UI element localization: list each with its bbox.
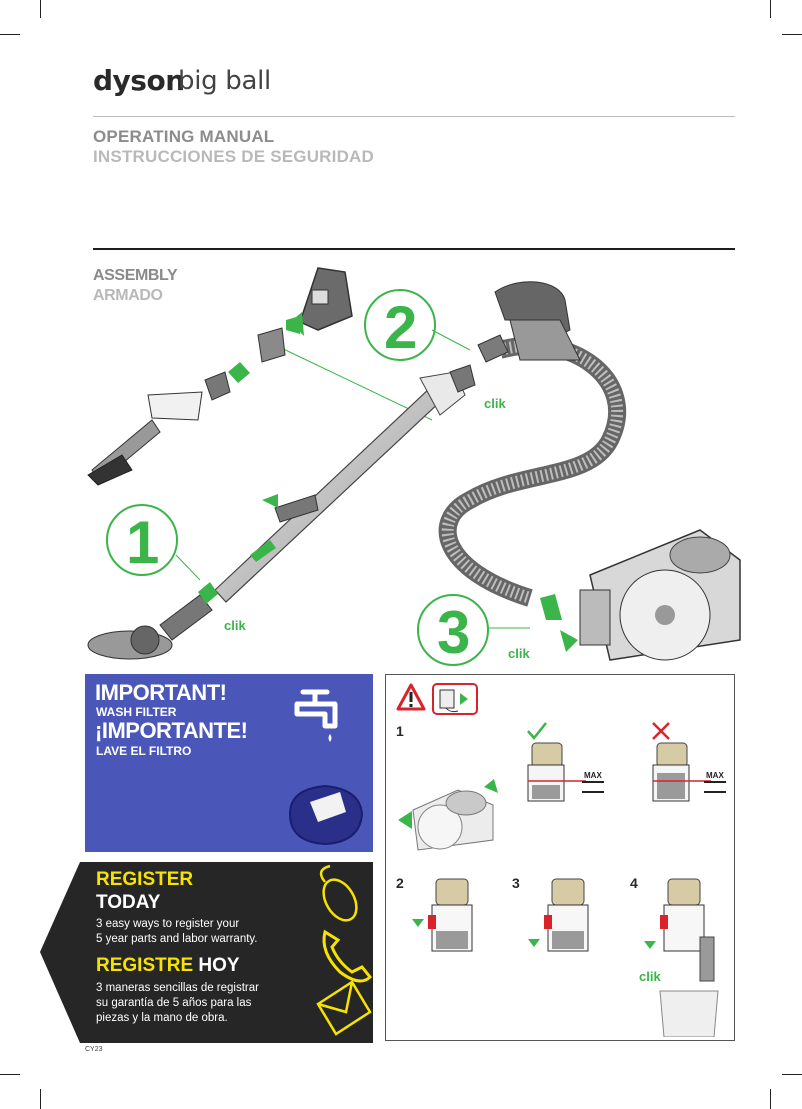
combination-tool-icon xyxy=(88,372,230,485)
wand-icon xyxy=(215,365,475,602)
important-title: IMPORTANT! xyxy=(95,680,227,705)
crop-mark xyxy=(0,34,20,35)
max-line xyxy=(704,781,726,793)
divider xyxy=(93,248,735,250)
cross-icon xyxy=(651,721,671,741)
tap-icon xyxy=(285,680,355,750)
crop-mark xyxy=(770,0,771,18)
bin-step-number: 2 xyxy=(396,875,404,891)
manual-title: OPERATING MANUAL xyxy=(93,127,275,146)
model-name: big ball xyxy=(178,66,271,96)
max-label: MAX xyxy=(706,771,724,780)
register-heading-es: REGISTRE HOY xyxy=(96,955,240,976)
bin-open-icon xyxy=(522,871,602,961)
step-1-badge xyxy=(107,505,177,576)
floor-head-icon xyxy=(88,595,212,659)
stair-tool-icon xyxy=(300,268,352,330)
bin-correct-icon xyxy=(526,741,586,803)
hose-handle-icon xyxy=(478,282,580,362)
register-description-es: 3 maneras sencillas de registrar su garantía de 5 años para las piezas y la mano de obra. xyxy=(96,982,259,1024)
important-title-es: ¡IMPORTANTE! xyxy=(95,718,248,743)
divider xyxy=(93,116,735,117)
crop-mark xyxy=(782,34,802,35)
important-subtitle: WASH FILTER xyxy=(96,705,177,719)
svg-text:3: 3 xyxy=(437,599,471,666)
green-arrow-icon xyxy=(540,594,578,652)
crop-mark xyxy=(782,1074,802,1075)
crop-mark xyxy=(770,1089,771,1109)
bin-overfilled-icon xyxy=(651,741,711,803)
bin-release-icon xyxy=(398,775,508,855)
max-label: MAX xyxy=(584,771,602,780)
step-2-badge xyxy=(365,290,435,361)
bin-empty-icon xyxy=(638,871,730,1037)
crop-mark xyxy=(40,0,41,18)
vacuum-body-icon xyxy=(580,530,740,660)
unplug-icon xyxy=(432,683,478,715)
svg-text:2: 2 xyxy=(384,294,418,361)
click-label: clik xyxy=(639,969,661,984)
important-subtitle-es: LAVE EL FILTRO xyxy=(96,744,192,758)
bin-remove-icon xyxy=(406,871,486,961)
bin-step-number: 1 xyxy=(396,723,404,739)
filter-icon xyxy=(280,774,370,849)
register-heading-today: TODAY xyxy=(96,892,161,913)
bin-instructions-panel xyxy=(385,674,735,1041)
bin-step-number: 3 xyxy=(512,875,520,891)
svg-text:1: 1 xyxy=(126,509,160,576)
assembly-heading: ASSEMBLY xyxy=(93,267,178,284)
checkmark-icon xyxy=(526,721,548,741)
crop-mark xyxy=(40,1089,41,1109)
important-panel xyxy=(85,674,373,852)
click-label: clik xyxy=(484,396,506,411)
register-heading: REGISTER xyxy=(96,869,194,890)
brand-logo: dyson xyxy=(93,64,185,97)
bin-step-number: 4 xyxy=(630,875,638,891)
max-line xyxy=(582,781,604,793)
crop-mark xyxy=(0,1074,20,1075)
warning-icon xyxy=(396,683,426,711)
click-label: clik xyxy=(224,618,246,633)
register-description: 3 easy ways to register your 5 year parts and labor warranty. xyxy=(96,918,258,945)
document-code: CY23 xyxy=(85,1046,103,1053)
adapter-icon xyxy=(258,328,285,362)
manual-title-es: INSTRUCCIONES DE SEGURIDAD xyxy=(93,147,375,166)
assembly-heading-es: ARMADO xyxy=(93,287,163,304)
click-label: clik xyxy=(508,646,530,661)
step-3-badge xyxy=(418,595,488,666)
green-arrow-icon xyxy=(228,362,250,383)
assembly-illustration xyxy=(84,262,744,670)
green-arrow-icon xyxy=(286,312,304,336)
